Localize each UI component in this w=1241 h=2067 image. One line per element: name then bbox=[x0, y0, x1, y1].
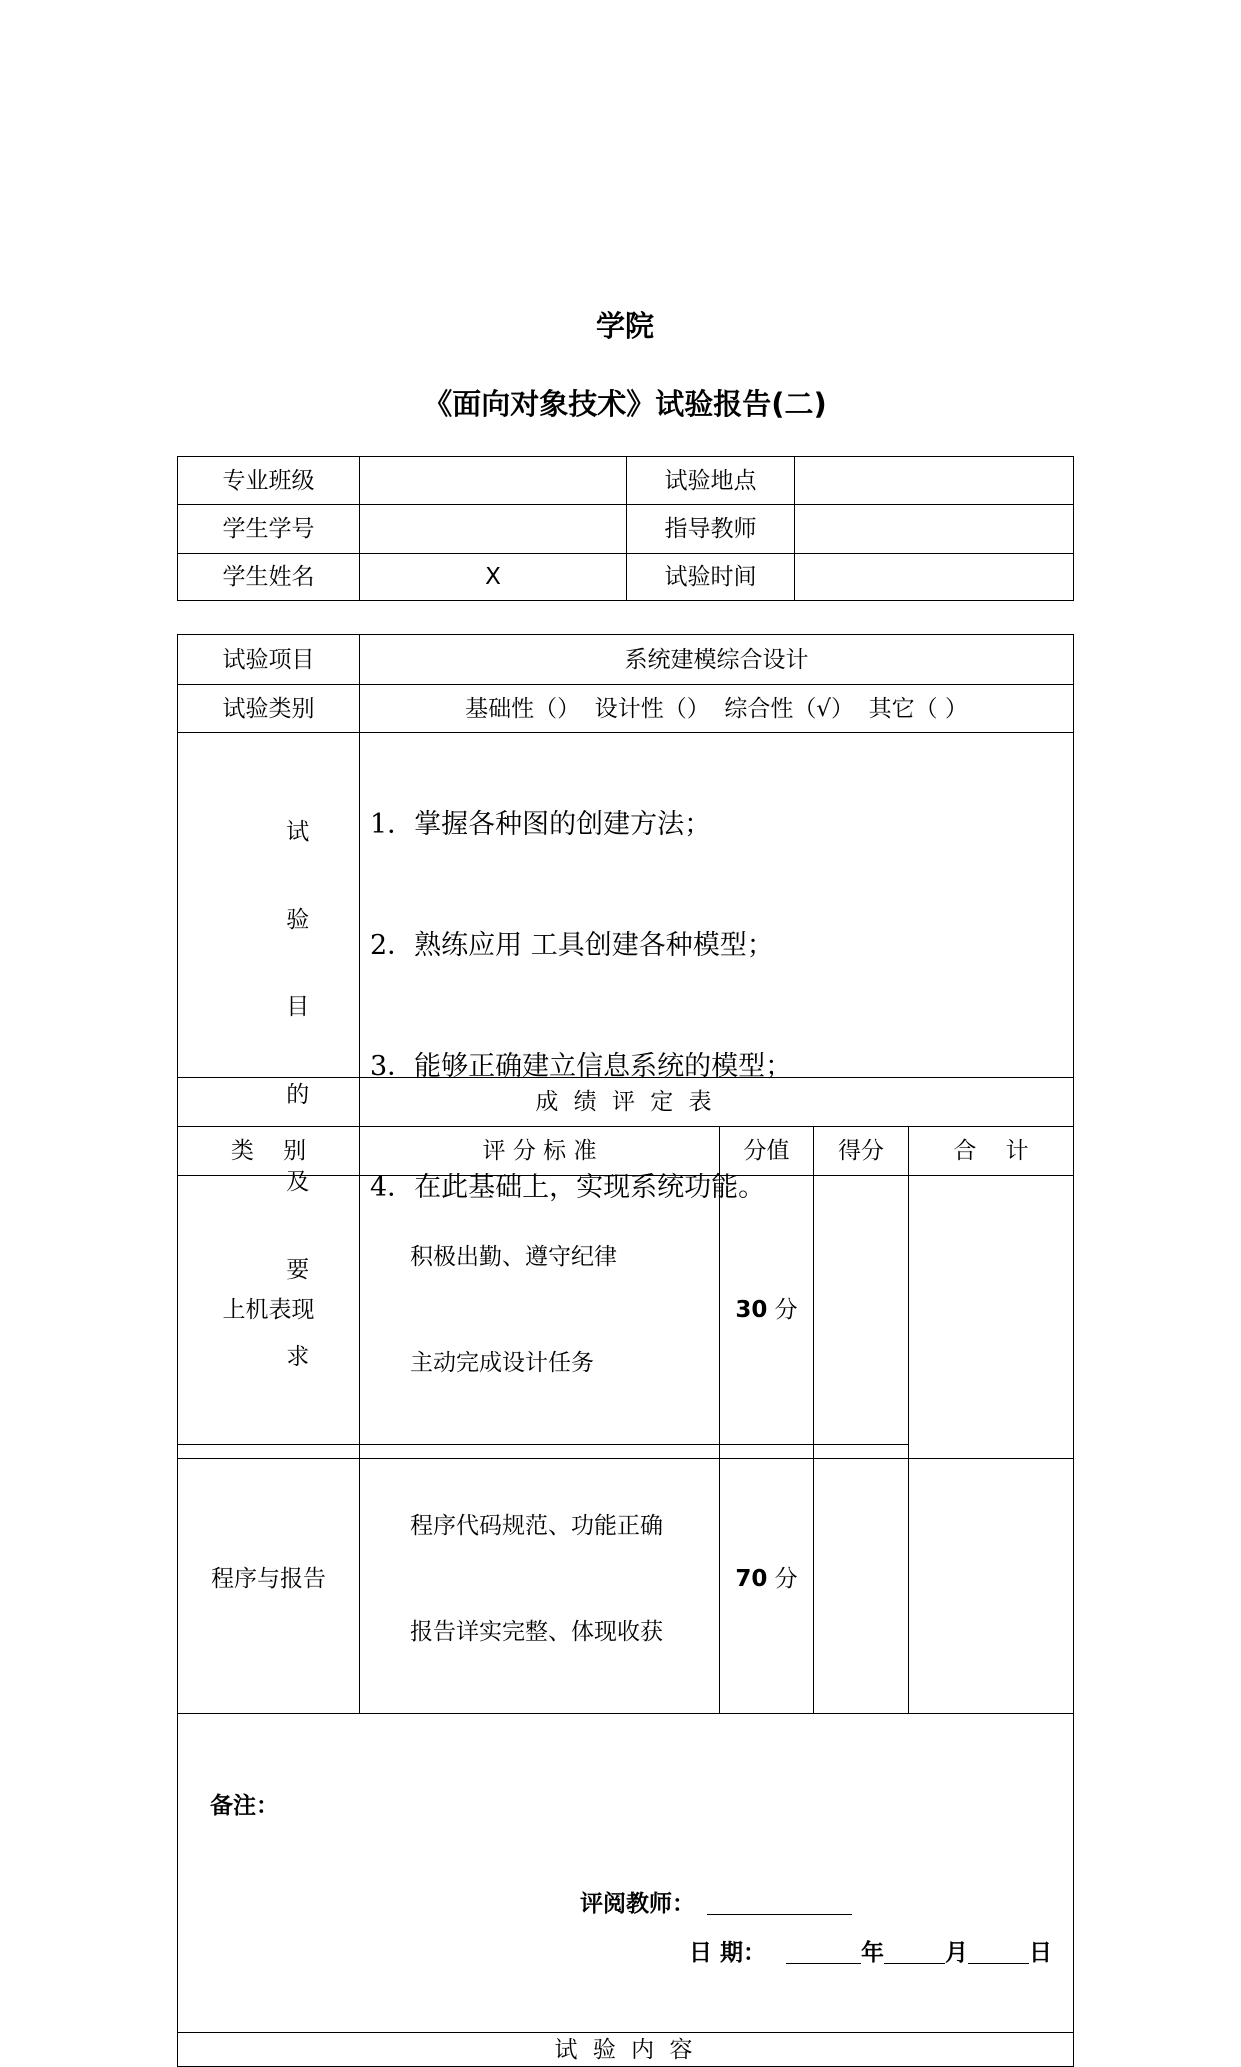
content-row bbox=[178, 2033, 1074, 2067]
student-name-value: X bbox=[360, 554, 627, 601]
time-value bbox=[795, 554, 1074, 601]
objectives-label-char: 的 bbox=[286, 1081, 310, 1108]
remarks-row bbox=[178, 1714, 1074, 2033]
major-class-label: 专业班级 bbox=[178, 457, 360, 505]
month-blank bbox=[884, 1939, 945, 1964]
grading-points bbox=[720, 1176, 814, 1445]
objective-item: 4．在此基础上，实现系统功能。 bbox=[370, 1172, 766, 1203]
reviewer-signature-blank bbox=[707, 1890, 852, 1915]
points-unit: 分 bbox=[774, 1297, 798, 1323]
grading-score bbox=[814, 1176, 909, 1445]
header-category: 类 别 bbox=[178, 1127, 360, 1176]
category-value: 基础性（） 设计性（） 综合性（√） 其它（ ） bbox=[360, 685, 1074, 733]
year-unit: 年 bbox=[861, 1940, 885, 1966]
grading-table bbox=[177, 1077, 1074, 2067]
student-name-label: 学生姓名 bbox=[178, 554, 360, 601]
objectives-label-char: 目 bbox=[286, 994, 310, 1020]
objectives-label-char: 验 bbox=[286, 906, 310, 933]
location-value bbox=[795, 457, 1074, 505]
project-row bbox=[178, 635, 1074, 685]
grading-title-row bbox=[178, 1078, 1074, 1127]
remarks-cell bbox=[178, 1714, 1074, 2033]
grading-category: 程序与报告 bbox=[178, 1445, 360, 1714]
points-value: 70 bbox=[735, 1566, 768, 1592]
header-points: 分值 bbox=[720, 1127, 814, 1176]
objectives-label-char: 及 bbox=[286, 1169, 310, 1195]
location-label: 试验地点 bbox=[627, 457, 795, 505]
grading-title: 成 绩 评 定 表 bbox=[178, 1078, 1074, 1127]
institution-title: 学院 bbox=[595, 309, 654, 343]
objective-item: 1．掌握各种图的创建方法； bbox=[370, 809, 712, 840]
grading-points bbox=[720, 1445, 814, 1714]
date-label: 日 期： bbox=[689, 1940, 767, 1966]
grading-category: 上机表现 bbox=[178, 1176, 360, 1445]
criteria-line: 程序代码规范、功能正确 bbox=[410, 1513, 663, 1539]
info-row bbox=[178, 505, 1074, 554]
objectives-label-char: 求 bbox=[286, 1344, 310, 1370]
time-label: 试验时间 bbox=[627, 554, 795, 601]
grading-total bbox=[909, 1176, 1074, 1714]
project-value: 系统建模综合设计 bbox=[360, 635, 1074, 685]
criteria-line: 报告详实完整、体现收获 bbox=[410, 1619, 663, 1645]
objectives-label-char: 试 bbox=[286, 819, 310, 845]
experiment-content-label: 试 验 内 容 bbox=[178, 2033, 1074, 2067]
grading-criteria bbox=[360, 1445, 720, 1714]
header-criteria: 评 分 标 准 bbox=[360, 1127, 720, 1176]
criteria-line: 积极出勤、遵守纪律 bbox=[410, 1244, 617, 1270]
year-blank bbox=[786, 1939, 861, 1964]
reviewer-line bbox=[580, 1889, 852, 1919]
grading-header-row bbox=[178, 1127, 1074, 1176]
info-row bbox=[178, 457, 1074, 505]
month-unit: 月 bbox=[945, 1940, 969, 1966]
day-unit: 日 bbox=[1029, 1940, 1053, 1966]
instructor-value bbox=[795, 505, 1074, 554]
category-row bbox=[178, 685, 1074, 733]
info-row bbox=[178, 554, 1074, 601]
remarks-label: 备注： bbox=[210, 1793, 279, 1819]
grading-row bbox=[178, 1176, 1074, 1445]
grading-criteria bbox=[360, 1176, 720, 1445]
objective-item: 3．能够正确建立信息系统的模型； bbox=[370, 1051, 793, 1082]
instructor-label: 指导教师 bbox=[627, 505, 795, 554]
category-label: 试验类别 bbox=[178, 685, 360, 733]
report-title: 《面向对象技术》试验报告(二) bbox=[423, 387, 827, 421]
points-value: 30 bbox=[735, 1297, 768, 1323]
objective-item: 2．熟练应用 工具创建各种模型； bbox=[370, 930, 774, 961]
header-total: 合 计 bbox=[909, 1127, 1074, 1176]
day-blank bbox=[968, 1939, 1029, 1964]
grading-score bbox=[814, 1445, 909, 1714]
date-line bbox=[689, 1938, 1052, 1968]
student-info-table bbox=[177, 456, 1074, 601]
criteria-line: 主动完成设计任务 bbox=[410, 1350, 594, 1376]
project-label: 试验项目 bbox=[178, 635, 360, 685]
objectives-label-char: 要 bbox=[286, 1256, 310, 1283]
points-unit: 分 bbox=[774, 1566, 798, 1592]
student-id-label: 学生学号 bbox=[178, 505, 360, 554]
student-id-value bbox=[360, 505, 627, 554]
major-class-value bbox=[360, 457, 627, 505]
reviewer-label: 评阅教师： bbox=[580, 1891, 695, 1917]
header-score: 得分 bbox=[814, 1127, 909, 1176]
